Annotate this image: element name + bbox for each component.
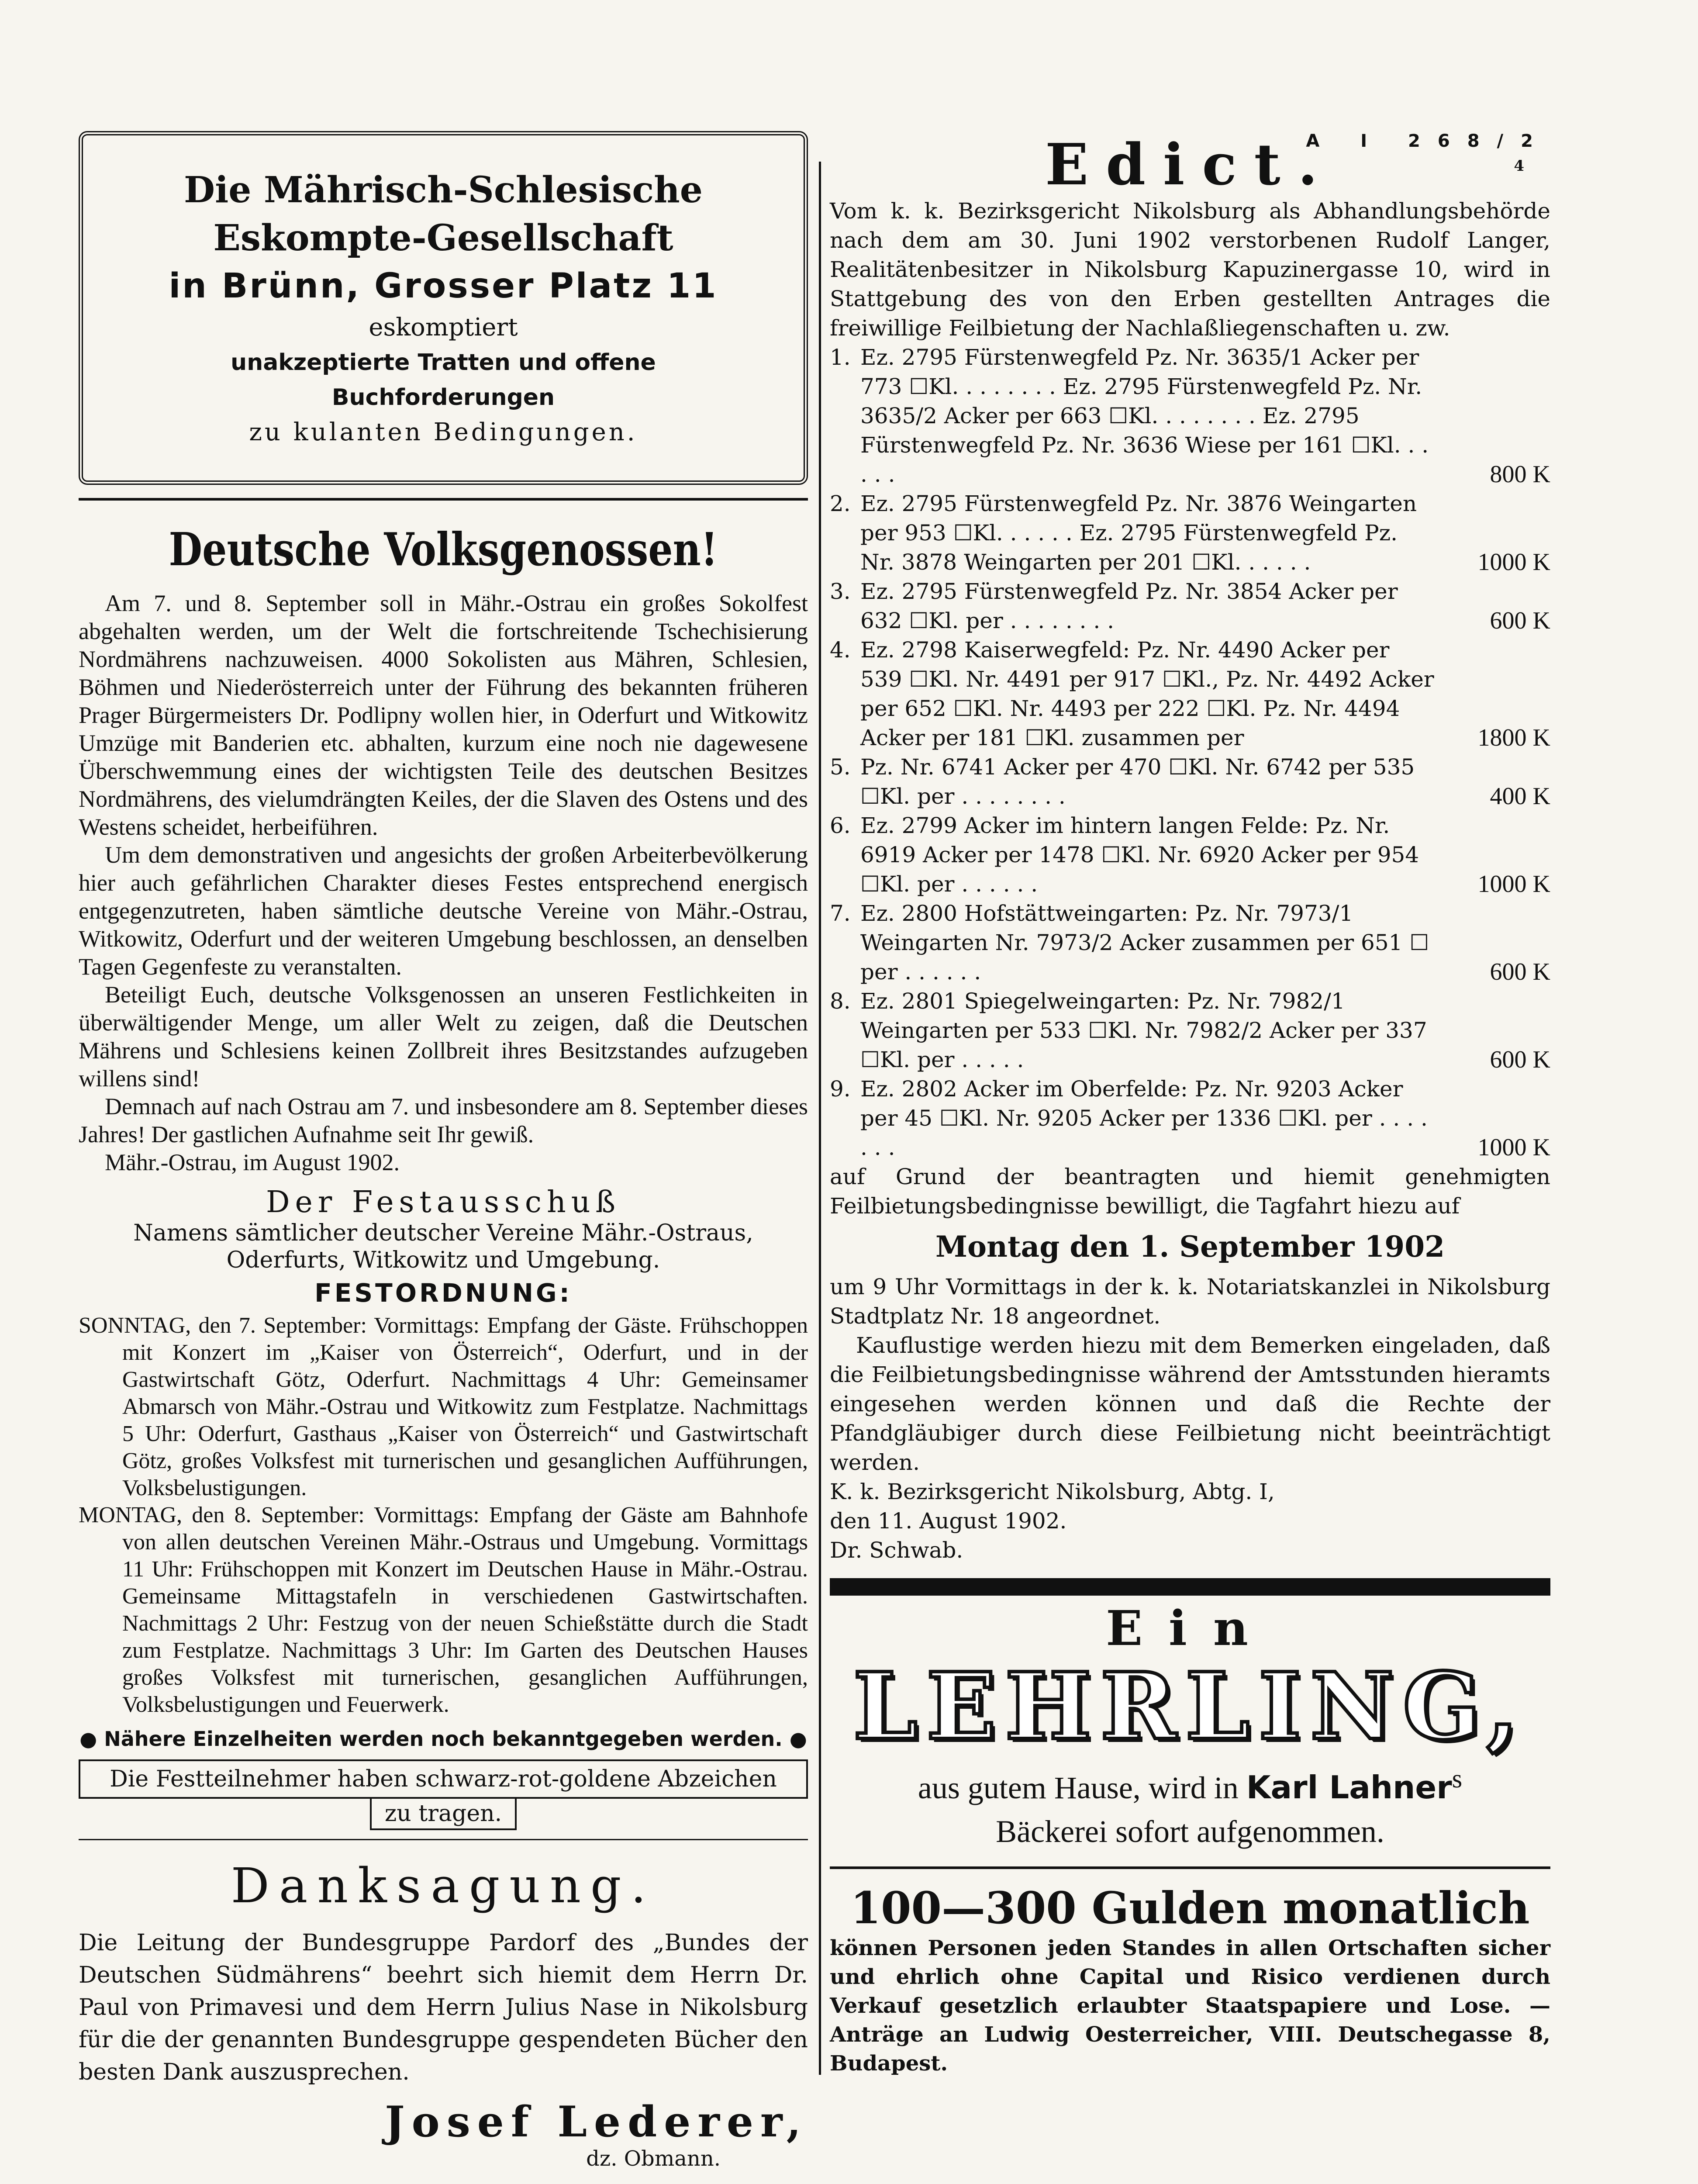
edict-date: den 11. August 1902. [830, 1508, 1067, 1534]
edict-item: 3. Ez. 2795 Fürstenwegfeld Pz. Nr. 3854 Acker per 632 ☐Kl. per . . . . . . . . 600 K [830, 579, 1550, 634]
ad-line-5: unakzeptierte Tratten und offene [231, 349, 656, 376]
danksagung-role: dz. Obmann. [586, 2146, 721, 2171]
ad-line-3: in Brünn, Grosser Platz 11 [169, 266, 718, 306]
divider [79, 1839, 808, 1840]
right-column [830, 131, 1550, 2078]
bank-advertisement [79, 131, 808, 485]
gulden-title: 100—300 Gulden monatlich [850, 1882, 1530, 1934]
committee-sub-1: Namens sämtlicher deutscher Vereine Mähr.-Ostraus, [133, 1220, 753, 1246]
lehrling-ein: Ein [1106, 1600, 1274, 1656]
badge-note: Die Festteilnehmer haben schwarz-rot-goldene Abzeichen [79, 1759, 808, 1799]
ad-line-7: zu kulanten Bedingungen. [249, 418, 638, 446]
column-divider [819, 162, 821, 2075]
edict-date-line: Montag den 1. September 1902 [935, 1230, 1445, 1264]
edict-time: um 9 Uhr Vormittags in der k. k. Notariatskanzlei in Nikolsburg Stadtplatz Nr. 18 angeordnet. [830, 1274, 1550, 1329]
edict-page: 4 [1514, 157, 1542, 175]
program-monday: MONTAG, den 8. September: Vormittags: Empfang der Gäste am Bahnhofe von allen deutschen Vereinen Mähr.-Ostraus und Umgebung. Vormittags 11 Uhr: Frühschoppen mit Konzert im Deutschen Hause in Mähr.-Ostrau. Gemeinsame Mittagstafeln in verschiedenen Gastwirtschaften. Nachmittags 2 Uhr: Festzug von der neuen Schießstätte durch die Stadt zum Festplatze. Nachmittags 3 Uhr: Im Garten des Deutschen Hauses großes Volksfest mit turnerischen, gesanglichen Aufführungen, Volksbelustigungen und Feuerwerk. [79, 1503, 808, 1717]
paragraph: Am 7. und 8. September soll in Mähr.-Ostrau ein großes Sokolfest abgehalten werden, um der Welt die fortschreitende Tschechisierung Nordmährens nachzuweisen. 4000 Sokolisten aus Mähren, Schlesien, Böhmen und Niederösterreich unter der Führung des bekannten früheren Prager Bürgermeisters Dr. Podlipny wollen hier, in Oderfurt und Witkowitz Umzüge mit Banderien etc. abhalten, kurzum eine noch nie dagewesene Überschwemmung eines der wichtigsten Teile des deutschen Besitzes Nordmährens, des vielumdrängten Keiles, der die Slaven des Ostens und des Westens scheidet, herbeiführen. [79, 590, 808, 840]
ad-line-4: eskomptiert [369, 313, 518, 342]
edict-item: 1. Ez. 2795 Fürstenwegfeld Pz. Nr. 3635/1 Acker per 773 ☐Kl. . . . . . . . Ez. 2795 Fürstenwegfeld Pz. Nr. 3635/2 Acker per 663 ☐Kl. . . . . . . . Ez. 2795 Fürstenwegfeld Pz. Nr. 3636 Wiese per 161 ☐Kl. . . . . . 800 K [830, 345, 1550, 488]
edict-reference: A I 268/2 [1306, 131, 1550, 151]
festordnung-heading: FESTORDNUNG: [314, 1278, 572, 1308]
paragraph: Demnach auf nach Ostrau am 7. und insbesondere am 8. September dieses Jahres! Der gastlichen Aufnahme seit Ihr gewiß. [79, 1093, 808, 1147]
edict-item: 7. Ez. 2800 Hofstättweingarten: Pz. Nr. 7973/1 Weingarten Nr. 7973/2 Acker zusammen per 651 ☐ per . . . . . . 600 K [830, 901, 1550, 985]
edict-item: 6. Ez. 2799 Acker im hintern langen Felde: Pz. Nr. 6919 Acker per 1478 ☐Kl. Nr. 6920 Acker per 954 ☐Kl. per . . . . . . 1000 K [830, 813, 1550, 898]
details-note: ● Nähere Einzelheiten werden noch bekanntgegeben werden. ● [79, 1727, 807, 1751]
paragraph: Um dem demonstrativen und angesichts der großen Arbeiterbevölkerung hier auch gefährlichen Charakter dieses Festes entsprechend energisch entgegenzutreten, haben sämtliche deutsche Vereine von Mähr.-Ostrau, Witkowitz, Oderfurt und der weiteren Umgebung beschlossen, an denselben Tagen Gegenfeste zu veranstalten. [79, 842, 808, 980]
details-note-text: Nähere Einzelheiten werden noch bekanntgegeben werden. [104, 1727, 783, 1751]
badge-note-2: zu tragen. [370, 1799, 517, 1830]
ad-bar [830, 1578, 1550, 1596]
danksagung-title: Danksagung. [231, 1858, 656, 1914]
edict-intro: Vom k. k. Bezirksgericht Nikolsburg als Abhandlungsbehörde nach dem am 30. Juni 1902 verstorbenen Rudolf Langer, Realitätenbesitzer in Nikolsburg Kapuzinergasse 10, wird in Stattgebung des von den Erben gestellten Antrages die freiwillige Feilbietung der Nachlaßliegenschaften u. zw. [830, 198, 1550, 341]
edict-item: 4. Ez. 2798 Kaiserwegfeld: Pz. Nr. 4490 Acker per 539 ☐Kl. Nr. 4491 per 917 ☐Kl., Pz. Nr. 4492 Acker per 652 ☐Kl. Nr. 4493 per 222 ☐Kl. Pz. Nr. 4494 Acker per 181 ☐Kl. zusammen per 1800 K [830, 637, 1550, 751]
ad-line-1: Die Mährisch-Schlesische [184, 169, 703, 211]
edict-judge: Dr. Schwab. [830, 1538, 963, 1563]
dateline: Mähr.-Ostrau, im August 1902. [105, 1149, 400, 1175]
gulden-text: können Personen jeden Standes in allen Ortschaften sicher und ehrlich ohne Capital und Risico verdienen durch Verkauf gesetzlich erlaubter Staatspapiere und Lose. — Anträge an Ludwig Oesterreicher, VIII. Deutschegasse 8, Budapest. [830, 1936, 1550, 2076]
lehrling-sub-2: Bäckerei sofort aufgenommen. [996, 1814, 1384, 1849]
danksagung-text: Die Leitung der Bundesgruppe Pardorf des „Bundes der Deutschen Südmährens“ beehrt sich hiemit dem Herrn Dr. Paul von Primavesi und dem Herrn Julius Nase in Nikolsburg für die der genannten Bundesgruppe gespendeten Bücher den besten Dank auszusprechen. [79, 1930, 808, 2085]
ad-line-6: Buchforderungen [331, 384, 555, 411]
lehrling-sub-1: aus gutem Hause, wird in Karl Lahner$^s$ [918, 1764, 1463, 1806]
danksagung-signature: Josef Lederer, [385, 2097, 808, 2146]
edict-item: 5. Pz. Nr. 6741 Acker per 470 ☐Kl. Nr. 6742 per 535 ☐Kl. per . . . . . . . . 400 K [830, 754, 1550, 810]
ad-line-2: Eskompte-Gesellschaft [213, 217, 673, 259]
edict-kauf: Kauflustige werden hiezu mit dem Bemerken eingeladen, daß die Feilbietungsbedingnisse während der Amtsstunden hieramts eingesehen werden können und daß die Rechte der Pfandgläubiger durch diese Feilbietung nicht beeinträchtigt werden. [830, 1333, 1550, 1475]
program [79, 1312, 808, 1718]
edict-grund: auf Grund der beantragten und hiemit genehmigten Feilbietungsbedingnisse bewilligt, die Tagfahrt hiezu auf [830, 1164, 1550, 1219]
danksagung [79, 1858, 808, 2171]
program-sunday: SONNTAG, den 7. September: Vormittags: Empfang der Gäste. Frühschoppen mit Konzert im „Kaiser von Österreich“, Oderfurt, und in der Gastwirtschaft Götz, Oderfurt. Nachmittags 4 Uhr: Gemeinsamer Abmarsch von Mähr.-Ostrau und Witkowitz zum Festplatze. Nachmittags 5 Uhr: Oderfurt, Gasthaus „Kaiser von Österreich“ und Gastwirtschaft Götz, großes Volksfest mit turnerischen und gesanglichen Aufführungen, Volksbelustigungen. [79, 1313, 808, 1500]
edict-item: 2. Ez. 2795 Fürstenwegfeld Pz. Nr. 3876 Weingarten per 953 ☐Kl. . . . . . Ez. 2795 Fürstenwegfeld Pz. Nr. 3878 Weingarten per 201 ☐Kl. . . . . . 1000 K [830, 491, 1550, 576]
edict-item: 8. Ez. 2801 Spiegelweingarten: Pz. Nr. 7982/1 Weingarten per 533 ☐Kl. Nr. 7982/2 Acker per 337 ☐Kl. per . . . . . 600 K [830, 988, 1550, 1073]
edict-item: 9. Ez. 2802 Acker im Oberfelde: Pz. Nr. 9203 Acker per 45 ☐Kl. Nr. 9205 Acker per 1336 ☐Kl. per . . . . . . . 1000 K [830, 1076, 1550, 1161]
edict-items [830, 343, 1550, 1162]
edict-title: Edict. [1045, 131, 1335, 198]
committee-title: Der Festausschuß [266, 1185, 621, 1220]
left-column [79, 131, 808, 2171]
article-title: Deutsche Volksgenossen! [169, 522, 718, 576]
divider [830, 1866, 1550, 1869]
committee-sub-2: Oderfurts, Witkowitz und Umgebung. [226, 1247, 660, 1273]
lehrling-headline: LEHRLING, [853, 1652, 1527, 1760]
article-body [79, 589, 808, 1176]
paragraph: Beteiligt Euch, deutsche Volksgenossen an unseren Festlichkeiten in überwältigender Menge, um aller Welt zu zeigen, daß die Deutschen Mährens und Schlesiens keinen Zollbreit ihres Besitzstandes aufzugeben willens sind! [79, 981, 808, 1092]
divider [79, 498, 808, 501]
volksgenossen-article [79, 522, 808, 1830]
edict-header [830, 131, 1550, 197]
edict-court: K. k. Bezirksgericht Nikolsburg, Abtg. I, [830, 1479, 1275, 1504]
ornamental-frame [79, 131, 808, 485]
